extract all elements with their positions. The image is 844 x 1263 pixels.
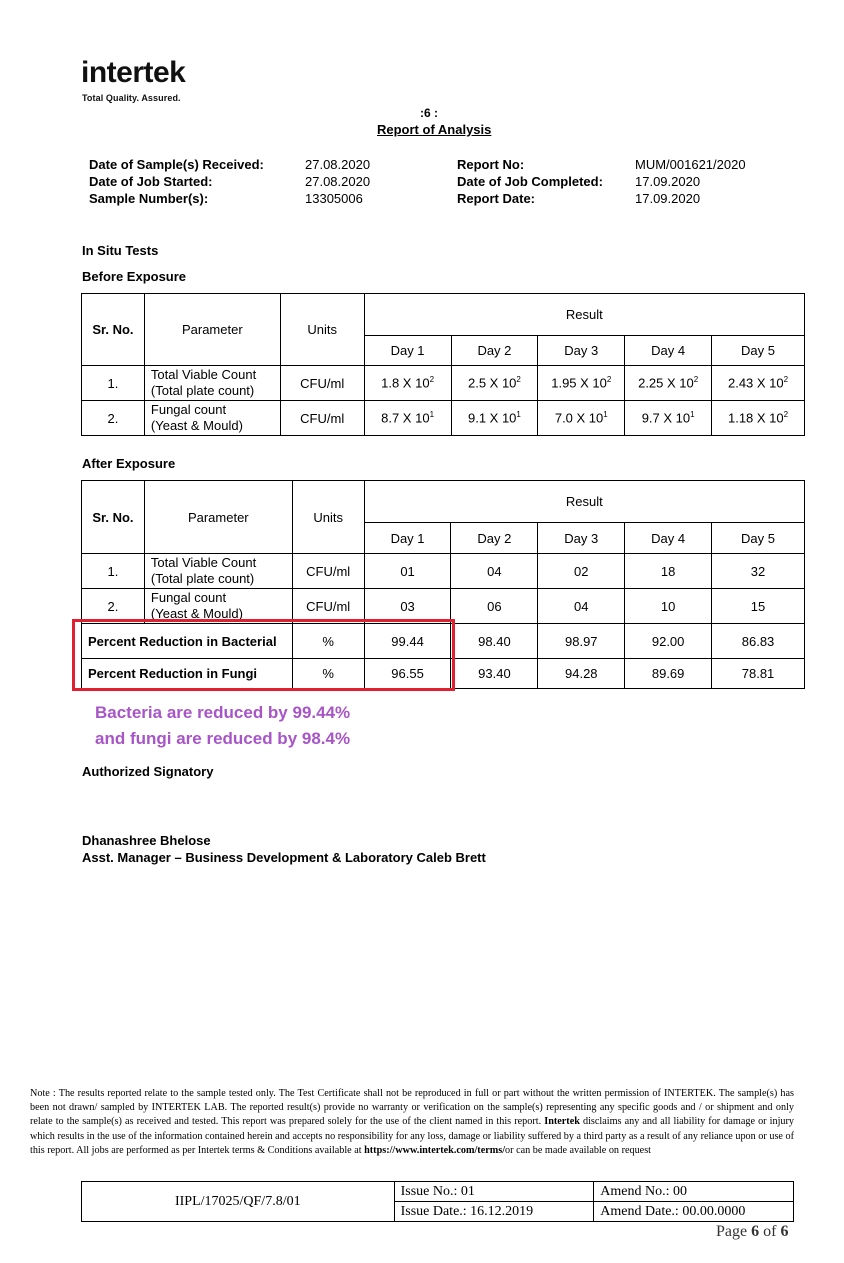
day-header: Day 3 — [538, 523, 625, 554]
day-header: Day 3 — [538, 336, 625, 366]
parameter-cell — [144, 401, 280, 436]
value-cell: 98.97 — [538, 624, 625, 659]
after-heading: After Exposure — [82, 456, 176, 471]
completed-label: Date of Job Completed: — [457, 174, 603, 189]
signatory-title: Asst. Manager – Business Development & Laboratory Caleb Brett — [82, 850, 486, 865]
signatory-name: Dhanashree Bhelose — [82, 833, 211, 848]
result-header: Result — [364, 294, 804, 336]
insitu-heading: In Situ Tests — [82, 243, 159, 258]
value-cell: 01 — [364, 554, 451, 589]
value-cell — [364, 366, 451, 401]
value-cell — [625, 401, 712, 436]
amend-no: Amend No.: 00 — [594, 1182, 794, 1202]
note-text: disclaims any and all liability for damage or injury which results in the use of the information contained herein and accepts no responsibility for any loss, damage or liability suffered by a third party as a result of any reliance upon or use of this report. All jobs are performed as per Intertek terms & Conditions available at — [30, 1116, 794, 1156]
value-base: 2.43 X 10 — [727, 375, 784, 391]
value-cell: 96.55 — [364, 659, 451, 689]
started-label: Date of Job Started: — [89, 174, 213, 189]
value-cell — [364, 401, 451, 436]
units-header: Units — [280, 294, 364, 366]
amend-date: Amend Date.: 00.00.0000 — [594, 1202, 794, 1222]
unit-cell: CFU/ml — [280, 401, 364, 436]
unit-cell: % — [292, 659, 364, 689]
value-base: 2.25 X 10 — [638, 375, 694, 391]
before-exposure-table — [81, 293, 805, 436]
sr-cell: 2. — [82, 401, 145, 436]
reduction-label: Percent Reduction in Fungi — [82, 659, 293, 689]
report-date-value: 17.09.2020 — [635, 191, 701, 206]
value-cell: 93.40 — [451, 659, 538, 689]
value-cell: 92.00 — [625, 624, 712, 659]
result-header: Result — [364, 481, 804, 523]
logo-tagline: Total Quality. Assured. — [82, 93, 181, 103]
note-brand: Intertek — [544, 1116, 580, 1128]
parameter-cell — [144, 366, 280, 401]
before-heading: Before Exposure — [82, 269, 187, 284]
note-text: or can be made available on request — [505, 1144, 651, 1156]
reduction-label: Percent Reduction in Bacterial — [82, 624, 293, 659]
parameter-cell — [144, 554, 292, 589]
day-header: Day 4 — [625, 336, 712, 366]
sr-cell: 2. — [82, 589, 145, 624]
issue-no: Issue No.: 01 — [394, 1182, 594, 1202]
sample-value: 13305006 — [305, 191, 363, 206]
parameter-line: (Total plate count) — [150, 571, 255, 586]
day-header: Day 2 — [451, 523, 538, 554]
started-value: 27.08.2020 — [305, 174, 371, 189]
terms-link[interactable]: https://www.intertek.com/terms/ — [364, 1144, 506, 1156]
table-row — [82, 366, 805, 401]
table-row — [82, 401, 805, 436]
value-base: 1.8 X 10 — [381, 375, 430, 391]
value-cell: 02 — [538, 554, 625, 589]
value-base: 2.5 X 10 — [467, 375, 517, 391]
day-header: Day 5 — [712, 523, 805, 554]
reduction-callout — [95, 700, 350, 752]
page-number — [716, 1223, 788, 1241]
highlight-box — [72, 619, 455, 691]
value-cell: 32 — [712, 554, 805, 589]
unit-cell: CFU/ml — [292, 589, 364, 624]
value-base: 8.7 X 10 — [381, 410, 430, 426]
value-cell: 04 — [451, 554, 538, 589]
unit-cell: % — [292, 624, 364, 659]
signatory-label: Authorized Signatory — [82, 764, 214, 779]
value-cell: 78.81 — [712, 659, 805, 689]
parameter-header: Parameter — [144, 294, 280, 366]
note-text: Note : The results reported relate to the sample tested only. The Test Certificate shall not be reproduced in full or part without the written permission of INTERTEK. The sample(s) has been not drawn/ sampled by INTERTEK LAB. The reported result(s) provide no warranty or verification on the sample(s) representing any specific goods and / or shipment and only relate to the sample(s) as received and tested. This report was prepared solely for the use of the client named in this report. — [30, 1088, 794, 1128]
value-cell: 10 — [625, 589, 712, 624]
value-base: 1.95 X 10 — [551, 375, 607, 391]
document-control-table — [81, 1181, 794, 1222]
value-base: 7.0 X 10 — [554, 410, 604, 426]
day-header: Day 1 — [364, 336, 451, 366]
value-cell: 15 — [712, 589, 805, 624]
parameter-line: (Yeast & Mould) — [150, 606, 243, 621]
value-exp: 1 — [429, 410, 435, 420]
sr-cell: 1. — [82, 366, 145, 401]
parameter-line: (Yeast & Mould) — [150, 418, 243, 433]
report-no-label: Report No: — [457, 157, 525, 172]
day-header: Day 1 — [364, 523, 451, 554]
value-cell — [538, 401, 625, 436]
units-header: Units — [292, 481, 364, 554]
parameter-line: Fungal count — [150, 402, 227, 417]
day-header: Day 4 — [625, 523, 712, 554]
received-value: 27.08.2020 — [305, 157, 371, 172]
value-cell — [538, 366, 625, 401]
unit-cell: CFU/ml — [292, 554, 364, 589]
page-prefix: Page — [716, 1223, 752, 1240]
callout-line: Bacteria are reduced by 99.44% — [95, 703, 351, 722]
report-no-value: MUM/001621/2020 — [635, 157, 746, 172]
intertek-logo: intertek — [81, 56, 186, 89]
disclaimer-note — [30, 1087, 794, 1158]
value-base: 9.7 X 10 — [641, 410, 691, 426]
parameter-line: Total Viable Count — [150, 555, 257, 570]
page-mark: :6 : — [420, 106, 438, 120]
received-label: Date of Sample(s) Received: — [89, 157, 264, 172]
page-current: 6 — [751, 1223, 760, 1240]
callout-line: and fungi are reduced by 98.4% — [95, 729, 351, 748]
unit-cell: CFU/ml — [280, 366, 364, 401]
day-header: Day 2 — [451, 336, 538, 366]
doc-code: IIPL/17025/QF/7.8/01 — [82, 1182, 395, 1222]
value-cell: 03 — [364, 589, 451, 624]
value-exp: 2 — [783, 375, 789, 385]
sr-header: Sr. No. — [82, 294, 145, 366]
value-base: 9.1 X 10 — [467, 410, 517, 426]
value-exp: 2 — [783, 410, 789, 420]
value-cell: 94.28 — [538, 659, 625, 689]
parameter-line: Total Viable Count — [150, 367, 257, 382]
value-cell — [451, 366, 538, 401]
value-base: 1.18 X 10 — [727, 410, 784, 426]
value-exp: 1 — [603, 410, 608, 420]
completed-value: 17.09.2020 — [635, 174, 701, 189]
value-cell: 04 — [538, 589, 625, 624]
parameter-line: Fungal count — [150, 590, 227, 605]
value-exp: 2 — [693, 375, 699, 385]
sample-label: Sample Number(s): — [89, 191, 209, 206]
sr-header: Sr. No. — [82, 481, 145, 554]
page-total: 6 — [780, 1223, 789, 1240]
value-cell: 18 — [625, 554, 712, 589]
page-of: of — [759, 1223, 781, 1240]
parameter-header: Parameter — [144, 481, 292, 554]
parameter-line: (Total plate count) — [150, 383, 255, 398]
day-header: Day 5 — [712, 336, 805, 366]
value-exp: 2 — [429, 375, 435, 385]
report-date-label: Report Date: — [457, 191, 536, 206]
value-cell — [712, 366, 805, 401]
value-cell: 99.44 — [364, 624, 451, 659]
issue-date: Issue Date.: 16.12.2019 — [394, 1202, 594, 1222]
value-cell — [712, 401, 805, 436]
value-cell: 06 — [451, 589, 538, 624]
value-cell — [625, 366, 712, 401]
table-row — [82, 554, 805, 589]
value-cell — [451, 401, 538, 436]
value-exp: 1 — [516, 410, 521, 420]
value-cell: 86.83 — [712, 624, 805, 659]
value-exp: 2 — [516, 375, 521, 385]
value-exp: 2 — [606, 375, 612, 385]
report-title: Report of Analysis — [377, 122, 492, 137]
value-exp: 1 — [690, 410, 695, 420]
value-cell: 98.40 — [451, 624, 538, 659]
sr-cell: 1. — [82, 554, 145, 589]
value-cell: 89.69 — [625, 659, 712, 689]
